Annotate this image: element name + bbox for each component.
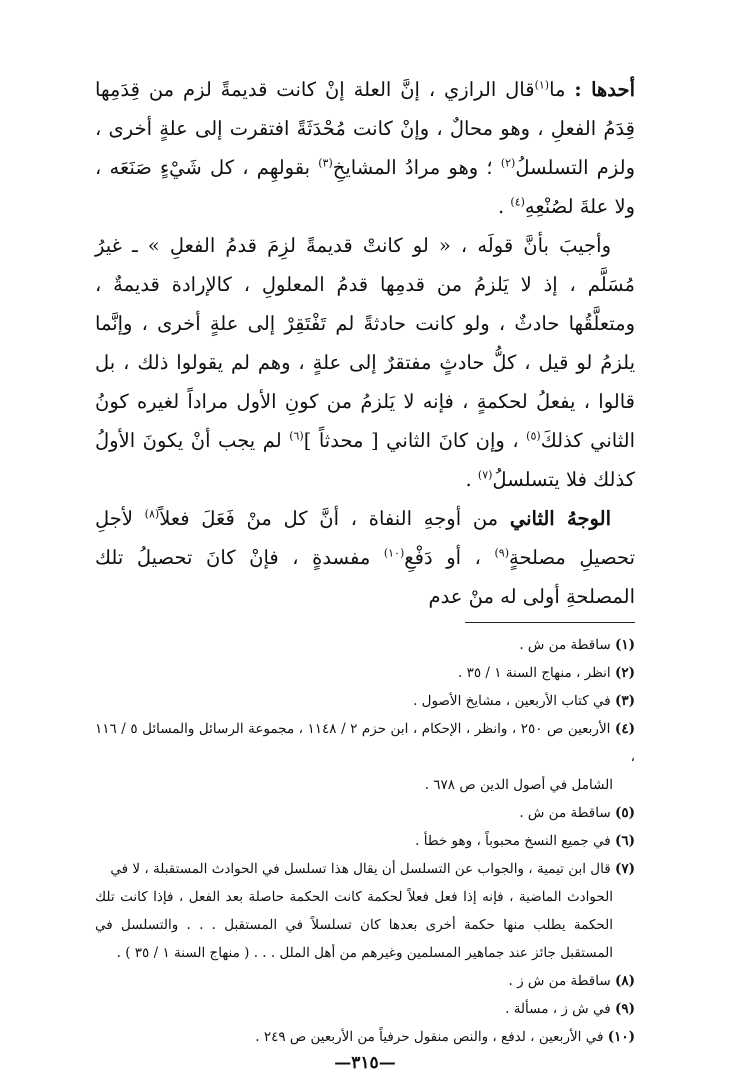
- footnote-text: ساقطة من ش ز .: [508, 973, 615, 989]
- footnote-text: في الأربعين ، لدفع ، والنص منقول حرفياً من الأربعين ص ٢٤٩ .: [255, 1029, 608, 1045]
- footnote-9: [95, 995, 635, 1023]
- footnote-text: ساقطة من ش .: [519, 805, 615, 821]
- footnote-text: في ش ز ، مسألة .: [505, 1001, 615, 1017]
- footnote-number: (٥): [614, 805, 635, 821]
- text-segment: ، وإن كانَ الثاني [ محدثاً ]: [303, 429, 527, 452]
- footnote-8: [95, 967, 635, 995]
- page-number: —٣١٥—: [334, 1053, 396, 1073]
- text-segment: .: [465, 468, 478, 491]
- footnote-2: [95, 659, 635, 687]
- footnote-ref: (١٠): [383, 546, 405, 560]
- footnote-text: ساقطة من ش .: [519, 637, 615, 653]
- footnote-ref: (٢): [500, 156, 516, 170]
- footnote-6: [95, 827, 635, 855]
- footnote-1: [95, 631, 635, 659]
- footnote-continuation: الشامل في أصول الدين ص ٦٧٨ .: [424, 777, 613, 793]
- footnote-text: في كتاب الأربعين ، مشايخ الأصول .: [413, 693, 615, 709]
- text-segment: ما: [549, 78, 575, 101]
- footnotes: [95, 631, 635, 1051]
- text-segment: ؛ وهو مرادُ المشايخِ: [332, 156, 501, 179]
- footnote-number: (٩): [614, 1001, 635, 1017]
- footnote-number: (٧): [614, 861, 635, 877]
- footnote-7: [95, 855, 635, 967]
- text-segment: مفسدةٍ ، فإنْ كانَ تحصيلُ تلك المصلحةِ أولى له منْ عدم: [95, 546, 635, 608]
- footnote-ref: (٤): [510, 195, 525, 209]
- footnote-continuation: الحوادث الماضية ، فإنه إذا فعل فعلاً لحكمة كانت الحكمة حاصلة بعد الفعل ، فإذا كانت تلك الحكمة يطلب منها حكمة أخرى بعدها كان تسلسلاً في المستقبل . . . والتسلسل في المستقبل جائز عند جماهير المسلمين وغيرهم من أهل الملل . . . ( منهاج السنة ١ / ٣٥ ) .: [95, 889, 613, 961]
- footnote-ref: (٥): [526, 429, 541, 443]
- paragraph-lead: أحدها :: [574, 78, 636, 101]
- text-segment: .: [498, 195, 511, 218]
- text-segment: ، أو دَفْعِ: [404, 546, 495, 569]
- text-segment: بقولهِم ، كل شَيْءٍ صَنَعَه ، ولا علةَ لصُنْعِهِ: [95, 156, 635, 218]
- footnote-text: قال ابن تيمية ، والجواب عن التسلسل أن يقال هذا تسلسل في الحوادث المستقبلة ، لا في: [110, 861, 615, 877]
- footnote-3: [95, 687, 635, 715]
- footnote-separator: [465, 622, 635, 623]
- footnote-number: (١): [614, 637, 635, 653]
- text-segment: لم يجب أنْ يكونَ الأولُ كذلك فلا يتسلسلُ: [95, 429, 635, 491]
- text-segment: وأجيبَ بأنَّ قولَه ، « لو كانتْ قديمةً لزِمَ قدمُ الفعلِ » ـ غيرُ مُسَلَّم ، إذ لا يَلزمُ من قدمِها قدمُ المعلولِ ، كالإرادة قديمةٌ ، ومتعلَّقُها حادثٌ ، ولو كانت حادثةً لم تَفْتَقِرْ إلى علةٍ أخرى ، وإنَّما يلزمُ لو قيل ، كلُّ حادثٍ مفتقرٌ إلى علةٍ ، وهم لم يقولوا ذلك ، بل قالوا ، يفعلُ لحكمةٍ ، فإنه لا يَلزمُ من كونِ الأول مراداً لغيره كونُ الثاني كذلكَ: [95, 234, 635, 452]
- footnote-text: في جميع النسخ محبوباً ، وهو خطأ .: [415, 833, 615, 849]
- footnote-number: (٦): [614, 833, 635, 849]
- footnote-ref: (١): [534, 78, 550, 92]
- paragraph-response: [95, 226, 635, 499]
- paragraph-second-aspect: [95, 499, 635, 616]
- footnote-ref: (٧): [477, 468, 493, 482]
- footnote-ref: (٨): [144, 507, 160, 521]
- paragraph-first-aspect: [95, 70, 635, 226]
- footnote-text: انظر ، منهاج السنة ١ / ٣٥ .: [458, 665, 615, 681]
- document-page: [95, 70, 635, 1073]
- text-segment: لأجلِ تحصيلِ مصلحةٍ: [95, 507, 635, 569]
- footnote-ref: (٩): [494, 546, 509, 560]
- footnote-number: (٨): [614, 973, 635, 989]
- footnote-number: (٤): [614, 721, 635, 737]
- footnote-4: [95, 715, 635, 799]
- text-segment: من أوجهِ النفاة ، أنَّ كل منْ فَعَلَ فعلاً: [159, 507, 510, 530]
- footnote-10: [95, 1023, 635, 1051]
- footnote-text: الأربعين ص ٢٥٠ ، وانظر ، الإحكام ، ابن حزم ٢ / ١١٤٨ ، مجموعة الرسائل والمسائل ٥ / ١١٦ ،: [95, 721, 635, 765]
- footnote-number: (١٠): [607, 1029, 635, 1045]
- footnote-ref: (٣): [318, 156, 333, 170]
- footnote-5: [95, 799, 635, 827]
- footnote-ref: (٦): [289, 429, 304, 443]
- text-segment: قال الرازي ، إنَّ العلة إنْ كانت قديمةً لزم من قِدَمِها قِدَمُ الفعلِ ، وهو محالٌ ، وإنْ كانت مُحْدَثَةً افتقرت إلى علةٍ أخرى ، ولزم التسلسلُ: [95, 78, 635, 179]
- paragraph-lead: الوجهُ الثاني: [509, 507, 611, 530]
- footnote-number: (٣): [614, 693, 635, 709]
- footnote-number: (٢): [614, 665, 635, 681]
